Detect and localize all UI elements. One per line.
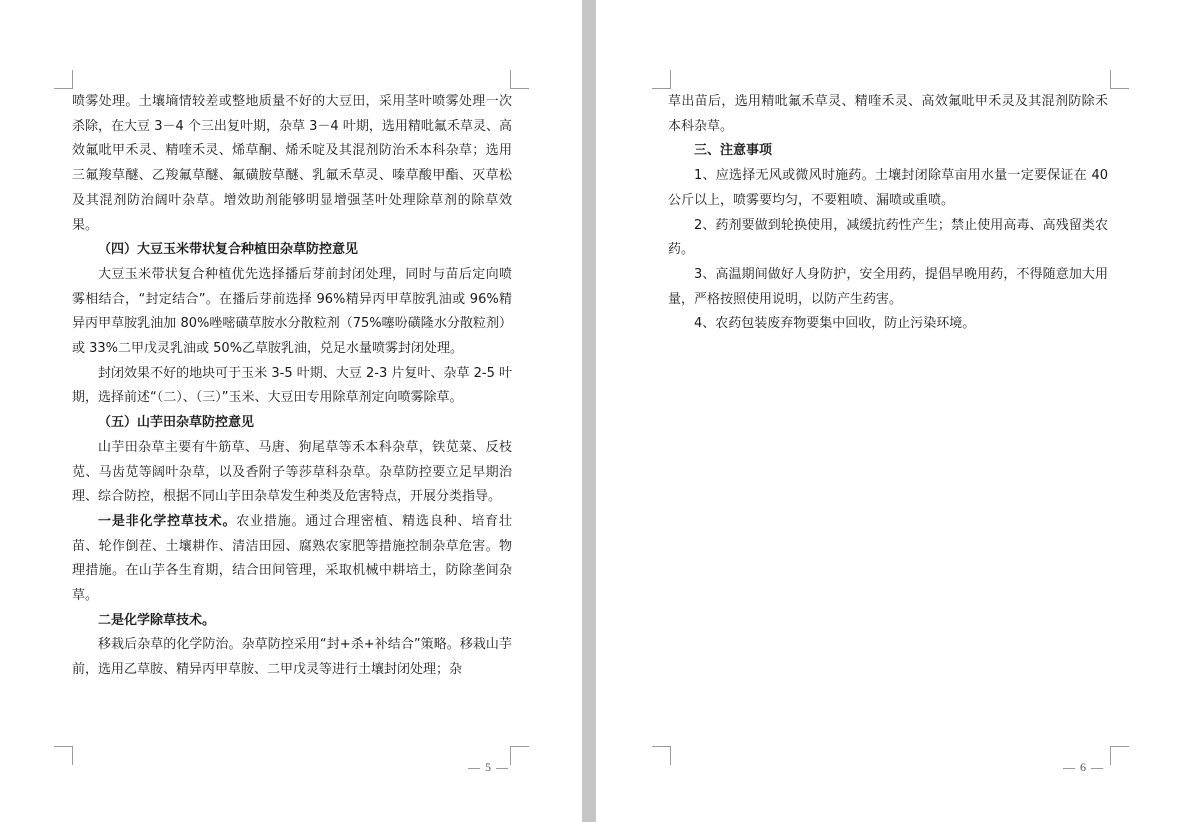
paragraph: 大豆玉米带状复合种植优先选择播后芽前封闭处理，同时与苗后定向喷雾相结合，“封定结合”。在播后芽前选择 96%精异丙甲草胺乳油或 96%精异丙甲草胺乳油加 80%唑嘧磺草胺水分散粒剂（75%噻吩磺隆水分散粒剂）或 33%二甲戊灵乳油或 50%乙草胺乳油，兑足水量喷雾封闭处理。: [72, 266, 512, 357]
paragraph: 3、高温期间做好人身防护，安全用药，提倡早晚用药，不得随意加大用量，严格按照使用说明，以防产生药害。: [668, 266, 1108, 307]
crop-mark-bottom-right: [510, 746, 529, 765]
paragraph: 移栽后杂草的化学防治。杂草防控采用“封+杀+补结合”策略。移栽山芋前，选用乙草胺、精异丙甲草胺、二甲戊灵等进行土壤封闭处理；杂: [72, 637, 512, 678]
paragraph: 喷雾处理。土壤墒情较差或整地质量不好的大豆田，采用茎叶喷雾处理一次杀除，在大豆 3－4 个三出复叶期，杂草 3－4 叶期，选用精吡氟禾草灵、高效氟吡甲禾灵、精喹禾灵、烯草酮、烯禾啶及其混剂防治禾本科杂草；选用三氟羧草醚、乙羧氟草醚、氟磺胺草醚、乳氟禾草灵、嗪草酸甲酯、灭草松及其混剂防治阔叶杂草。增效助剂能够明显增强茎叶处理除草剂的除草效果。: [72, 94, 512, 233]
page-5-body: [72, 90, 512, 683]
section-heading: 三、注意事项: [694, 143, 773, 159]
crop-mark-bottom-left: [54, 746, 73, 765]
document-page-6: [596, 0, 1178, 822]
paragraph: 1、应选择无风或微风时施药。土壤封闭除草亩用水量一定要保证在 40 公斤以上，喷雾要均匀，不要粗喷、漏喷或重喷。: [668, 168, 1108, 208]
paragraph: 2、药剂要做到轮换使用，减缓抗药性产生；禁止使用高毒、高残留类农药。: [668, 217, 1108, 258]
section-heading: 二是化学除草技术。: [98, 612, 216, 628]
crop-mark-top-right: [1110, 70, 1129, 89]
page-gutter: [582, 0, 596, 822]
crop-mark-bottom-right: [1110, 746, 1129, 765]
paragraph-lead-bold: 一是非化学控草技术。: [98, 513, 237, 529]
paragraph: 草出苗后，选用精吡氟禾草灵、精喹禾灵、高效氟吡甲禾灵及其混剂防除禾本科杂草。: [668, 94, 1108, 134]
page-number: — 6 —: [1063, 760, 1104, 774]
paragraph-body: 农业措施。通过合理密植、精选良种、培育壮苗、轮作倒茬、土壤耕作、清洁田园、腐熟农家肥等措施控制杂草危害。物理措施。在山芋各生育期，结合田间管理，采取机械中耕培土，防除垄间杂草。: [72, 513, 512, 604]
paragraph: 封闭效果不好的地块可于玉米 3-5 叶期、大豆 2-3 片复叶、杂草 2-5 叶期，选择前述“（二）、（三）”玉米、大豆田专用除草剂定向喷雾除草。: [72, 365, 512, 406]
crop-mark-top-left: [652, 70, 671, 89]
page-number: — 5 —: [468, 760, 509, 774]
paragraph: 山芋田杂草主要有牛筋草、马唐、狗尾草等禾本科杂草，铁苋菜、反枝苋、马齿苋等阔叶杂草，以及香附子等莎草科杂草。杂草防控要立足早期治理、综合防控，根据不同山芋田杂草发生种类及危害特点，开展分类指导。: [72, 439, 512, 505]
crop-mark-bottom-left: [652, 746, 671, 765]
paragraph: 4、农药包装废弃物要集中回收，防止污染环境。: [694, 316, 976, 332]
paragraph: [72, 510, 512, 609]
crop-mark-top-right: [510, 70, 529, 89]
section-heading: （五）山芋田杂草防控意见: [98, 415, 255, 431]
document-page-5: [0, 0, 582, 822]
crop-mark-top-left: [54, 70, 73, 89]
page-6-body: [668, 90, 1108, 337]
section-heading: （四）大豆玉米带状复合种植田杂草防控意见: [98, 242, 359, 258]
